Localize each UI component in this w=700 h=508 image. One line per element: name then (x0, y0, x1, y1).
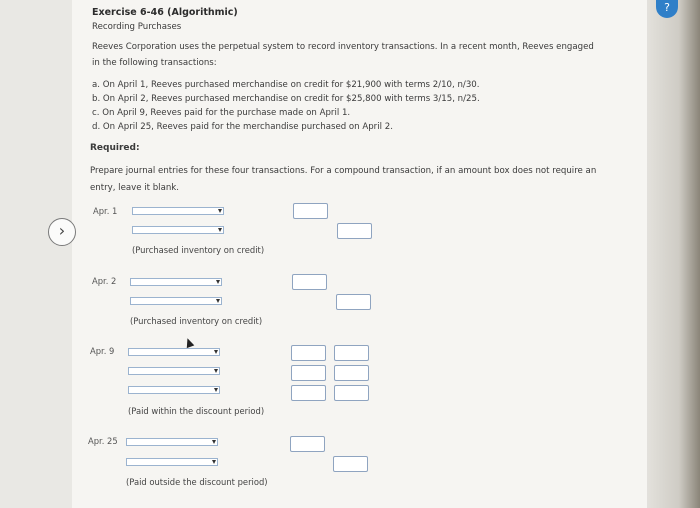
dropdown-arrow-icon (212, 440, 216, 444)
dropdown-arrow-icon (214, 350, 218, 354)
entry-note: (Paid outside the discount period) (126, 477, 268, 487)
account-select[interactable] (128, 386, 220, 394)
credit-amount-input[interactable] (336, 294, 371, 310)
entry-date: Apr. 2 (92, 276, 117, 286)
account-select[interactable] (128, 348, 220, 356)
transaction-d: d. On April 25, Reeves paid for the merchandise purchased on April 2. (92, 122, 393, 132)
exercise-title: Exercise 6-46 (Algorithmic) (92, 7, 238, 18)
transaction-c: c. On April 9, Reeves paid for the purchase made on April 1. (92, 108, 351, 118)
intro-text-cont: in the following transactions: (92, 58, 217, 68)
instruction-text: Prepare journal entries for these four transactions. For a compound transaction, if an amount box does not require an (90, 166, 597, 176)
transaction-b: b. On April 2, Reeves purchased merchandise on credit for $25,800 with terms 3/15, n/25. (92, 94, 480, 104)
account-select[interactable] (126, 458, 218, 466)
credit-amount-input[interactable] (334, 385, 369, 401)
entry-note: (Paid within the discount period) (128, 406, 265, 416)
credit-amount-input[interactable] (334, 365, 369, 381)
account-select[interactable] (128, 367, 220, 375)
dropdown-arrow-icon (218, 228, 222, 232)
debit-amount-input[interactable] (291, 365, 326, 381)
next-chevron-icon[interactable]: › (48, 218, 76, 246)
dropdown-arrow-icon (214, 388, 218, 392)
credit-amount-input[interactable] (337, 223, 372, 239)
account-select[interactable] (132, 207, 224, 215)
credit-amount-input[interactable] (334, 345, 369, 361)
transaction-a: a. On April 1, Reeves purchased merchandise on credit for $21,900 with terms 2/10, n/30. (92, 80, 480, 90)
left-margin (0, 0, 72, 508)
intro-text: Reeves Corporation uses the perpetual system to record inventory transactions. In a recent month, Reeves engaged (92, 42, 594, 52)
instruction-text-cont: entry, leave it blank. (90, 183, 179, 193)
account-select[interactable] (130, 278, 222, 286)
dropdown-arrow-icon (216, 299, 220, 303)
dropdown-arrow-icon (218, 209, 222, 213)
dropdown-arrow-icon (212, 460, 216, 464)
entry-note: (Purchased inventory on credit) (130, 316, 263, 326)
debit-amount-input[interactable] (293, 203, 328, 219)
dropdown-arrow-icon (216, 280, 220, 284)
account-select[interactable] (130, 297, 222, 305)
right-edge (647, 0, 700, 508)
debit-amount-input[interactable] (290, 436, 325, 452)
credit-amount-input[interactable] (333, 456, 368, 472)
entry-date: Apr. 1 (93, 206, 118, 216)
entry-date: Apr. 9 (90, 346, 115, 356)
entry-date: Apr. 25 (88, 436, 118, 446)
account-select[interactable] (126, 438, 218, 446)
required-heading: Required: (90, 143, 140, 153)
dropdown-arrow-icon (214, 369, 218, 373)
account-select[interactable] (132, 226, 224, 234)
debit-amount-input[interactable] (291, 345, 326, 361)
help-icon[interactable]: ? (656, 0, 678, 18)
exercise-subtitle: Recording Purchases (92, 22, 182, 32)
entry-note: (Purchased inventory on credit) (132, 245, 265, 255)
debit-amount-input[interactable] (292, 274, 327, 290)
debit-amount-input[interactable] (291, 385, 326, 401)
